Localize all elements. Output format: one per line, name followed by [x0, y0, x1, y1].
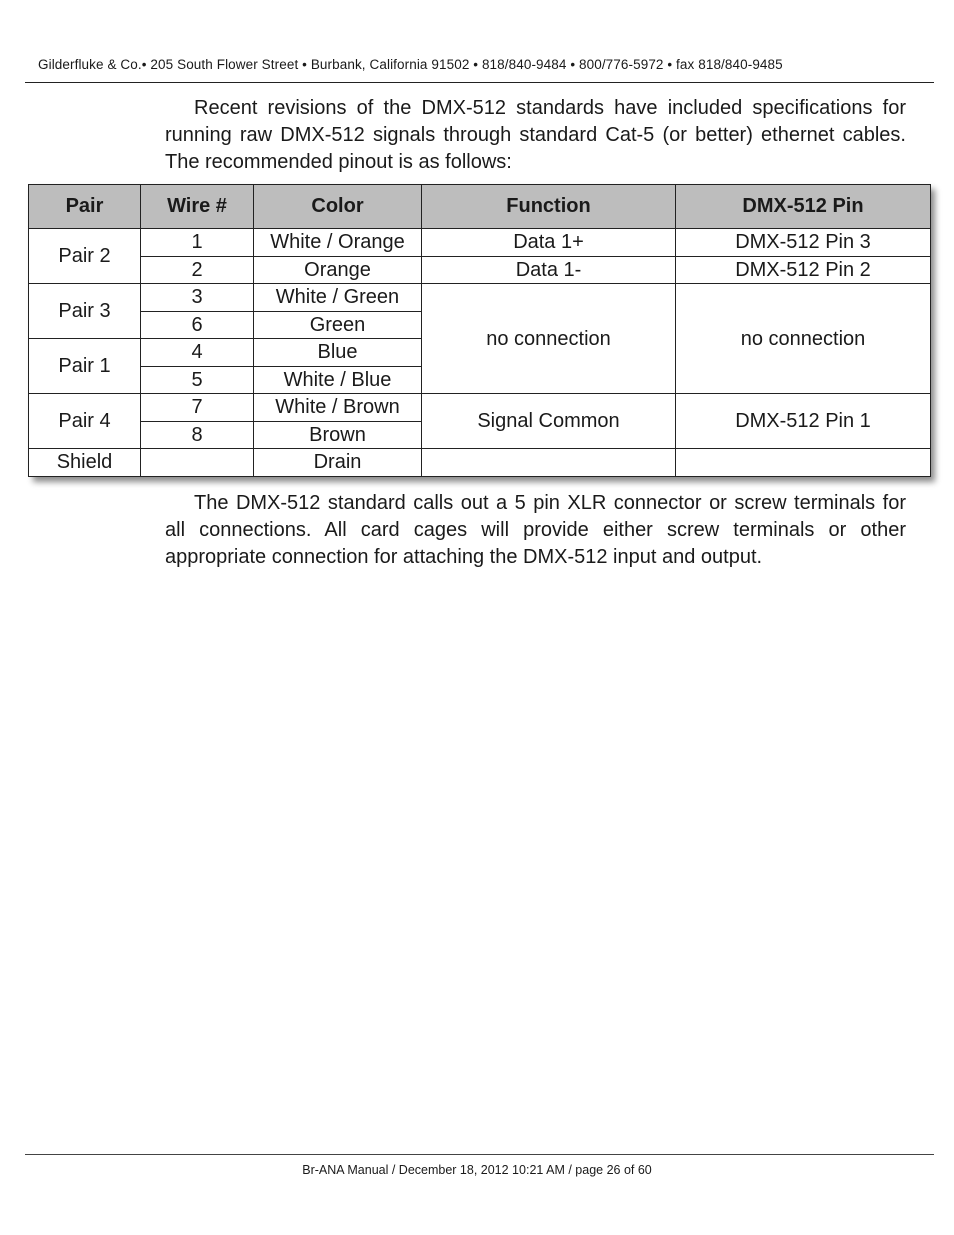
- color-cell: White / Orange: [254, 229, 422, 257]
- pair-cell: Pair 1: [29, 339, 141, 394]
- wire-cell: 1: [141, 229, 254, 257]
- table-header-row: [29, 185, 931, 229]
- table-row: [29, 449, 931, 477]
- closing-paragraph: [165, 490, 906, 571]
- pair-cell: Pair 2: [29, 229, 141, 284]
- color-cell: White / Brown: [254, 394, 422, 422]
- intro-paragraph-text: Recent revisions of the DMX-512 standards have included specifications for running raw DMX-512 signals through standard Cat-5 (or better) ethernet cables. The recommended pinout is as follows:: [165, 97, 906, 173]
- table-row: [29, 229, 931, 257]
- table-row: [29, 284, 931, 312]
- function-cell: [422, 449, 676, 477]
- pair-cell: Pair 3: [29, 284, 141, 339]
- footer-divider: [25, 1154, 934, 1155]
- table-row: [29, 394, 931, 422]
- page-footer: Br-ANA Manual / December 18, 2012 10:21 AM / page 26 of 60: [302, 1163, 652, 1177]
- pin-cell: no connection: [676, 284, 931, 394]
- function-cell: Signal Common: [422, 394, 676, 449]
- color-cell: White / Blue: [254, 366, 422, 394]
- pin-cell: [676, 449, 931, 477]
- wire-cell: 8: [141, 421, 254, 449]
- color-cell: Drain: [254, 449, 422, 477]
- pin-cell: DMX-512 Pin 2: [676, 256, 931, 284]
- intro-paragraph: [165, 95, 906, 176]
- wire-cell: 5: [141, 366, 254, 394]
- pinout-table: [28, 184, 931, 477]
- wire-cell: 7: [141, 394, 254, 422]
- wire-cell: 3: [141, 284, 254, 312]
- color-cell: Blue: [254, 339, 422, 367]
- function-cell: Data 1-: [422, 256, 676, 284]
- wire-cell: 6: [141, 311, 254, 339]
- function-cell: Data 1+: [422, 229, 676, 257]
- color-cell: Orange: [254, 256, 422, 284]
- header-divider: [25, 82, 934, 83]
- pin-cell: DMX-512 Pin 3: [676, 229, 931, 257]
- wire-cell: [141, 449, 254, 477]
- page-header: Gilderfluke & Co.• 205 South Flower Street • Burbank, California 91502 • 818/840-9484 • 800/776-5972 • fax 818/840-9485: [38, 57, 783, 72]
- pinout-table-container: [28, 184, 930, 477]
- pair-cell: Pair 4: [29, 394, 141, 449]
- color-cell: Brown: [254, 421, 422, 449]
- column-header-pin: DMX-512 Pin: [676, 185, 931, 229]
- pin-cell: DMX-512 Pin 1: [676, 394, 931, 449]
- table-row: [29, 256, 931, 284]
- wire-cell: 4: [141, 339, 254, 367]
- wire-cell: 2: [141, 256, 254, 284]
- column-header-pair: Pair: [29, 185, 141, 229]
- column-header-function: Function: [422, 185, 676, 229]
- function-cell: no connection: [422, 284, 676, 394]
- column-header-color: Color: [254, 185, 422, 229]
- closing-paragraph-text: The DMX-512 standard calls out a 5 pin XLR connector or screw terminals for all connections. All card cages will provide either screw terminals or other appropriate connection for attaching the DMX-512 input and output.: [165, 492, 906, 568]
- column-header-wire: Wire #: [141, 185, 254, 229]
- pair-cell: Shield: [29, 449, 141, 477]
- color-cell: White / Green: [254, 284, 422, 312]
- color-cell: Green: [254, 311, 422, 339]
